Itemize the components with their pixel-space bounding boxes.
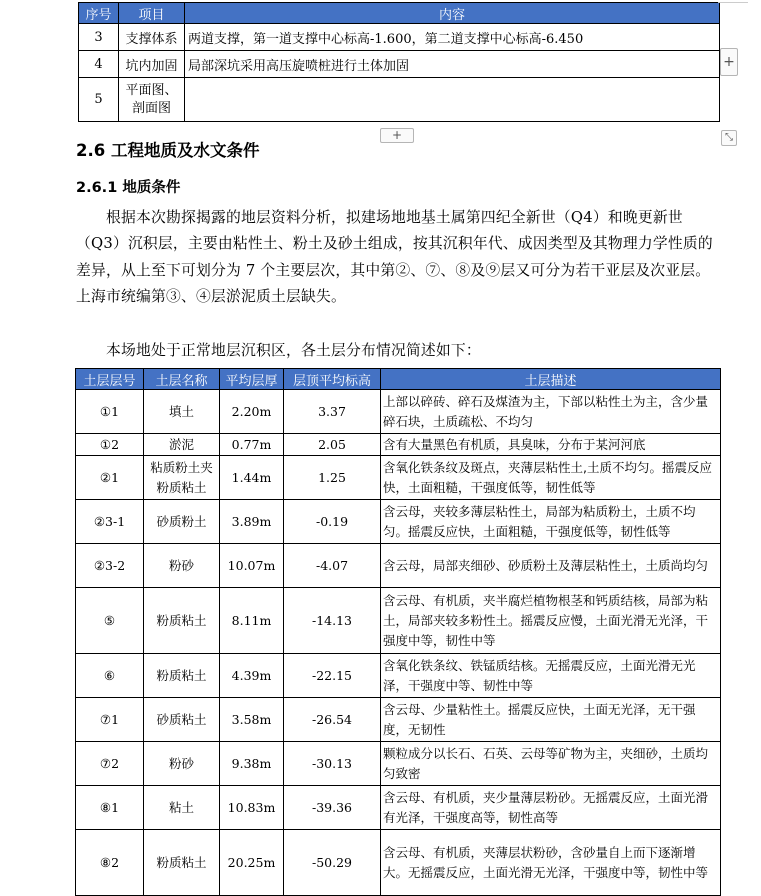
layer-description: 上部以碎砖、碎石及煤渣为主，下部以粘性土为主，含少量碎石块，土质疏松、不均匀 <box>381 390 721 434</box>
header-layer-name: 土层名称 <box>144 369 220 390</box>
layer-elevation: -39.36 <box>284 786 381 830</box>
section-title: 2.6 工程地质及水文条件 <box>76 141 260 160</box>
table-edge-line <box>718 2 748 3</box>
layer-elevation: -14.13 <box>284 588 381 654</box>
layer-no: ⑧1 <box>76 786 144 830</box>
row-content: 两道支撑，第一道支撑中心标高-1.600，第二道支撑中心标高-6.450 <box>185 24 720 51</box>
row-item: 坑内加固 <box>119 51 185 78</box>
layer-no: ⑧2 <box>76 830 144 896</box>
row-content <box>185 78 720 122</box>
layer-elevation: 2.05 <box>284 434 381 456</box>
layer-no: ②1 <box>76 456 144 500</box>
intro-paragraph: 本场地处于正常地层沉积区，各土层分布情况简述如下： <box>106 342 481 359</box>
table-row <box>76 698 721 742</box>
table-row <box>79 51 720 78</box>
header-elevation: 层顶平均标高 <box>284 369 381 390</box>
layer-thickness: 2.20m <box>220 390 284 434</box>
layer-description: 含有大量黑色有机质，具臭味，分布于某河河底 <box>381 434 721 456</box>
add-row-button[interactable]: + <box>380 128 414 143</box>
layer-name: 粉砂 <box>144 742 220 786</box>
layer-name: 粉砂 <box>144 544 220 588</box>
layer-no: ①2 <box>76 434 144 456</box>
layer-thickness: 3.58m <box>220 698 284 742</box>
layer-no: ⑤ <box>76 588 144 654</box>
header-content: 内容 <box>185 3 720 24</box>
layer-elevation: -26.54 <box>284 698 381 742</box>
layer-thickness: 8.11m <box>220 588 284 654</box>
layer-no: ⑦2 <box>76 742 144 786</box>
table-row <box>79 24 720 51</box>
layer-elevation: 1.25 <box>284 456 381 500</box>
table-row <box>76 390 721 434</box>
row-no: 3 <box>79 24 119 51</box>
layer-name: 粘土 <box>144 786 220 830</box>
layer-thickness: 1.44m <box>220 456 284 500</box>
layer-elevation: -50.29 <box>284 830 381 896</box>
layer-no: ⑦1 <box>76 698 144 742</box>
layer-description: 颗粒成分以长石、石英、云母等矿物为主，夹细砂，土质均匀致密 <box>381 742 721 786</box>
layer-name: 粉质粘土 <box>144 654 220 698</box>
header-no: 序号 <box>79 3 119 24</box>
project-info-table <box>78 2 720 122</box>
layer-name: 砂质粉土 <box>144 500 220 544</box>
layer-thickness: 3.89m <box>220 500 284 544</box>
layer-description: 含云母，局部夹细砂、砂质粉土及薄层粘性土，土质尚均匀 <box>381 544 721 588</box>
layer-name: 填土 <box>144 390 220 434</box>
table-row <box>76 500 721 544</box>
table-row <box>76 654 721 698</box>
table-row <box>76 544 721 588</box>
header-item: 项目 <box>119 3 185 24</box>
layer-description: 含云母、有机质，夹少量薄层粉砂。无摇震反应，土面光滑有光泽，干强度高等，韧性高等 <box>381 786 721 830</box>
layer-name: 粉质粘土 <box>144 588 220 654</box>
table-row <box>79 78 720 122</box>
layer-description: 含云母、有机质，夹薄层状粉砂，含砂量自上而下逐渐增大。无摇震反应，土面光滑无光泽，干强度中等，韧性中等 <box>381 830 721 896</box>
row-item: 平面图、剖面图 <box>119 78 185 122</box>
table-row <box>76 434 721 456</box>
row-item: 支撑体系 <box>119 24 185 51</box>
layer-thickness: 10.07m <box>220 544 284 588</box>
table-row <box>76 742 721 786</box>
table-row <box>76 786 721 830</box>
layer-thickness: 0.77m <box>220 434 284 456</box>
layer-description: 含云母，夹较多薄层粘性土，局部为粘质粉土，土质不均匀。摇震反应快，土面粗糙，干强度低等，韧性低等 <box>381 500 721 544</box>
table-resize-handle[interactable]: ⤡ <box>721 130 737 146</box>
layer-no: ⑥ <box>76 654 144 698</box>
layer-description: 含云母、少量粘性土。摇震反应快，土面无光泽，无干强度，无韧性 <box>381 698 721 742</box>
header-description: 土层描述 <box>381 369 721 390</box>
layer-no: ①1 <box>76 390 144 434</box>
layer-name: 淤泥 <box>144 434 220 456</box>
row-content: 局部深坑采用高压旋喷桩进行土体加固 <box>185 51 720 78</box>
layer-thickness: 20.25m <box>220 830 284 896</box>
table-row <box>76 588 721 654</box>
layer-name: 粉质粘土 <box>144 830 220 896</box>
table-row <box>76 830 721 896</box>
row-no: 4 <box>79 51 119 78</box>
layer-no: ②3-2 <box>76 544 144 588</box>
layer-description: 含氧化铁条纹及斑点，夹薄层粘性土,土质不均匀。摇震反应快，土面粗糙，干强度低等，韧性低等 <box>381 456 721 500</box>
layer-thickness: 4.39m <box>220 654 284 698</box>
layer-elevation: -22.15 <box>284 654 381 698</box>
layer-name: 砂质粘土 <box>144 698 220 742</box>
layer-elevation: -4.07 <box>284 544 381 588</box>
layer-elevation: 3.37 <box>284 390 381 434</box>
subsection-title: 2.6.1 地质条件 <box>76 180 181 196</box>
header-layer-no: 土层层号 <box>76 369 144 390</box>
header-thickness: 平均层厚 <box>220 369 284 390</box>
layer-name: 粘质粉土夹粉质粘土 <box>144 456 220 500</box>
layer-elevation: -30.13 <box>284 742 381 786</box>
soil-layer-table <box>75 368 721 896</box>
layer-description: 含氧化铁条纹、铁锰质结核。无摇震反应，土面光滑无光泽，干强度中等、韧性中等 <box>381 654 721 698</box>
layer-description: 含云母、有机质，夹半腐烂植物根茎和钙质结核，局部为粘土，局部夹较多粉性土。摇震反应慢，土面光滑无光泽，干强度中等，韧性中等 <box>381 588 721 654</box>
layer-thickness: 9.38m <box>220 742 284 786</box>
add-column-button[interactable]: + <box>720 48 738 76</box>
table-header-row <box>76 369 721 390</box>
layer-thickness: 10.83m <box>220 786 284 830</box>
table-row <box>76 456 721 500</box>
row-no: 5 <box>79 78 119 122</box>
geology-paragraph: 根据本次勘探揭露的地层资料分析，拟建场地地基土属第四纪全新世（Q4）和晚更新世（Q3）沉积层，主要由粘性土、粉土及砂土组成，按其沉积年代、成因类型及其物理力学性质的差异，从上至下可划分为 7 个主要层次，其中第②、⑦、⑧及⑨层又可分为若干亚层及次亚层。上海市统编第③、④层淤泥质土层缺失。 <box>76 209 713 305</box>
layer-no: ②3-1 <box>76 500 144 544</box>
layer-elevation: -0.19 <box>284 500 381 544</box>
table-header-row <box>79 3 720 24</box>
